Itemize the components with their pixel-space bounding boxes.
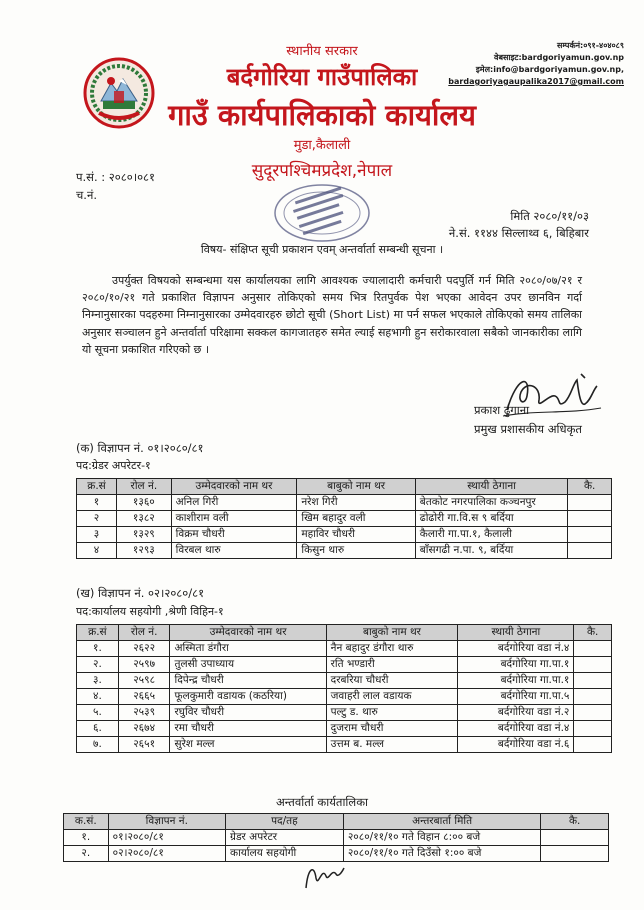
cell-sn: २ — [77, 511, 117, 527]
cell-remarks — [574, 705, 612, 721]
cell-roll: २६६५ — [118, 689, 170, 705]
column-header: कै. — [541, 814, 609, 830]
cell-sn: ३ — [77, 527, 117, 543]
cell-candidate: विक्रम चौधरी — [171, 527, 297, 543]
cell-remarks — [568, 511, 612, 527]
chalani-number: च.नं. — [76, 188, 97, 202]
table-row — [77, 495, 612, 511]
cell-address: बर्दगोरिया वडा नं.४ — [458, 721, 574, 737]
cell-advert-no: ०१।२०८०/८१ — [108, 830, 225, 846]
cell-remarks — [541, 846, 609, 862]
column-header: रोल नं. — [117, 479, 172, 495]
cell-sn: ४. — [77, 689, 119, 705]
cell-father: नैन बहादुर डंगौरा थारु — [326, 641, 458, 657]
cell-father: दुजराम चौधरी — [326, 721, 458, 737]
cell-address: बर्दगोरिया वडा नं.२ — [458, 705, 574, 721]
column-header: कै. — [568, 479, 612, 495]
cell-roll: १२९३ — [117, 543, 172, 559]
cell-address: बेतकोट नगरपालिका कञ्चनपुर — [415, 495, 568, 511]
table-header-row — [64, 814, 609, 830]
cell-interview-date: २०८०/११/१० गते दिउँसो १:०० बजे — [343, 846, 540, 862]
signatory-name: प्रकाश ढुंगाना — [474, 403, 530, 417]
cell-remarks — [574, 721, 612, 737]
table-row — [77, 673, 612, 689]
column-header: स्थायी ठेगाना — [415, 479, 568, 495]
cell-sn: ४ — [77, 543, 117, 559]
date-bs: मिति २०८०/११/०३ — [510, 209, 589, 223]
cell-sn: १ — [77, 495, 117, 511]
cell-remarks — [574, 673, 612, 689]
cell-remarks — [568, 527, 612, 543]
timetable-table — [63, 813, 609, 862]
header-local-government: स्थानीय सरकार — [286, 44, 358, 59]
cell-father: उत्तम ब. मल्ल — [326, 737, 458, 753]
header-location: मुडा,कैलाली — [293, 138, 351, 153]
section-ka-title: (क) विज्ञापन नं. ०१।२०८०/८१ — [76, 441, 204, 455]
signatory-title: प्रमुख प्रशासकीय अधिकृत — [474, 422, 582, 436]
cell-address: कैलारी गा.पा.१, कैलाली — [415, 527, 568, 543]
cell-sn: २. — [77, 657, 119, 673]
cell-candidate: अनिल गिरी — [171, 495, 297, 511]
column-header: उम्मेदवारको नाम थर — [170, 625, 326, 641]
cell-sn: ६. — [77, 721, 119, 737]
table-row — [77, 657, 612, 673]
cell-sn: ५. — [77, 705, 119, 721]
table-row — [77, 527, 612, 543]
column-header: उम्मेदवारको नाम थर — [171, 479, 297, 495]
header-office-name: गाउँ कार्यपालिकाको कार्यालय — [168, 98, 476, 132]
table-row — [77, 705, 612, 721]
cell-roll: २६२२ — [118, 641, 170, 657]
cell-post: कार्यालय सहयोगी — [226, 846, 344, 862]
column-header: पद/तह — [226, 814, 344, 830]
section-kha-table — [76, 624, 612, 753]
date-nepal-sambat: ने.सं. ११४४ सिल्लाथ्व ६, बिहिबार — [448, 226, 589, 240]
cell-roll: २५९७ — [118, 657, 170, 673]
cell-candidate: तुलसी उपाध्याय — [170, 657, 326, 673]
cell-remarks — [574, 641, 612, 657]
cell-address: बर्दगोरिया गा.पा.५ — [458, 689, 574, 705]
column-header: अन्तरबार्ता मिति — [343, 814, 540, 830]
table-row — [77, 721, 612, 737]
cell-father: महाविर चौधरी — [297, 527, 415, 543]
contact-website: वेबसाइट:bardgoriyamun.gov.np — [494, 53, 624, 62]
cell-address: बर्दगोरिया वडा नं.४ — [458, 641, 574, 657]
patra-sankhya: प.सं. : २०८०।०८१ — [76, 170, 156, 184]
column-header: बाबुको नाम थर — [326, 625, 458, 641]
cell-remarks — [574, 657, 612, 673]
column-header: कै. — [574, 625, 612, 641]
cell-father: पल्टु ड. थारु — [326, 705, 458, 721]
column-header: विज्ञापन नं. — [108, 814, 225, 830]
header-province: सुदूरपश्चिमप्रदेश,नेपाल — [251, 161, 393, 181]
column-header: क्र.सं — [77, 479, 117, 495]
cell-candidate: दिपेन्द्र चौधरी — [170, 673, 326, 689]
cell-remarks — [574, 737, 612, 753]
cell-address: बर्दगोरिया गा.पा.१ — [458, 673, 574, 689]
cell-roll: २५३९ — [118, 705, 170, 721]
table-row — [77, 543, 612, 559]
cell-address: बर्दगोरिया वडा नं.६ — [458, 737, 574, 753]
cell-roll: १३२९ — [117, 527, 172, 543]
table-row — [77, 737, 612, 753]
cell-sn: ३. — [77, 673, 119, 689]
table-header-row — [77, 479, 612, 495]
contact-email-2: bardagoriyagaupalika2017@gmail.com — [448, 77, 624, 86]
cell-remarks — [541, 830, 609, 846]
cell-roll: २६५१ — [118, 737, 170, 753]
notice-body: उपर्युक्त विषयको सम्बन्धमा यस कार्यालयका लागि आवश्यक ज्यालादारी कर्मचारी पदपुर्ति गर्न मिति २०८०/०७/२१ र २०८०/१०/२१ गते प्रकाशित विज्ञापन अनुसार तोकिएको समय भित्र रितपुर्वक पेश भएका आवेदन उपर छानविन गर्दा निम्नानुसारका पदहरुमा निम्नानुसारका उम्मेदवारहरु छोटो सूची (Short List) मा पर्न सफल भएकाले तोकिएको समय तालिका अनुसार सञ्चालन हुने अन्तर्वार्ता परिक्षामा सक्कल कागजातहरु समेत ल्याई सहभागी हुन सरोकारवाला सबैको जानकारीका लागि यो सूचना प्रकाशित गरिएको छ । — [82, 274, 582, 356]
cell-candidate: सुरेश मल्ल — [170, 737, 326, 753]
table-header-row — [77, 625, 612, 641]
cell-father: जवाहरी लाल वडायक — [326, 689, 458, 705]
cell-post: ग्रेडर अपरेटर — [226, 830, 344, 846]
section-kha-title: (ख) विज्ञापन नं. ०२।२०८०/८१ — [76, 586, 205, 600]
cell-remarks — [568, 495, 612, 511]
table-row — [77, 511, 612, 527]
cell-address: बाँसगढी न.पा. ९, बर्दिया — [415, 543, 568, 559]
cell-address: ढोढोरी गा.वि.स ९ बर्दिया — [415, 511, 568, 527]
table-row — [64, 830, 609, 846]
cell-address: बर्दगोरिया गा.पा.१ — [458, 657, 574, 673]
cell-candidate: विरबल थारु — [171, 543, 297, 559]
contact-phone: सम्पर्कनं:०९१-४०४०८९ — [556, 41, 624, 50]
subject-line: विषय- संक्षिप्त सूची प्रकाशन एवम् अन्तर्वार्ता सम्बन्धी सूचना । — [200, 243, 444, 256]
column-header: क.सं. — [64, 814, 109, 830]
column-header: बाबुको नाम थर — [297, 479, 415, 495]
cell-sn: २. — [64, 846, 109, 862]
column-header: स्थायी ठेगाना — [458, 625, 574, 641]
cell-candidate: रमा चौधरी — [170, 721, 326, 737]
timetable-title: अन्तर्वार्ता कार्यतालिका — [275, 795, 369, 809]
cell-roll: २५९८ — [118, 673, 170, 689]
cell-roll: १३८२ — [117, 511, 172, 527]
column-header: क्र.सं — [77, 625, 119, 641]
column-header: रोल नं. — [118, 625, 170, 641]
cell-candidate: काशीराम वली — [171, 511, 297, 527]
cell-father: किसुन थारु — [297, 543, 415, 559]
contact-email: इमेल:info@bardgoriyamun.gov.np, — [475, 65, 624, 74]
cell-roll: २६७४ — [118, 721, 170, 737]
cell-remarks — [568, 543, 612, 559]
cell-candidate: अस्मिता डंगौरा — [170, 641, 326, 657]
cell-sn: १. — [77, 641, 119, 657]
cell-father: रति भण्डारी — [326, 657, 458, 673]
cell-candidate: रघुविर चौधरी — [170, 705, 326, 721]
cell-sn: १. — [64, 830, 109, 846]
header-municipality-name: बर्दगोरिया गाउँपालिका — [226, 63, 418, 91]
cell-interview-date: २०८०/११/१० गते विहान ८:०० बजे — [343, 830, 540, 846]
cell-sn: ७. — [77, 737, 119, 753]
cell-roll: १३६० — [117, 495, 172, 511]
table-row — [77, 689, 612, 705]
cell-candidate: फूलकुमारी वडायक (कठरिया) — [170, 689, 326, 705]
section-kha-post: पद:कार्यालय सहयोगी ,श्रेणी विहिन-१ — [76, 605, 224, 618]
section-ka-post: पद:ग्रेडर अपरेटर-१ — [76, 459, 151, 472]
initial-signature-icon — [300, 858, 348, 894]
contact-block — [434, 40, 624, 88]
cell-advert-no: ०२।२०८०/८१ — [108, 846, 225, 862]
section-ka-table — [76, 478, 612, 559]
cell-father: नरेश गिरी — [297, 495, 415, 511]
office-stamp-icon — [272, 182, 372, 244]
cell-father: खिम बहादुर वली — [297, 511, 415, 527]
table-row — [77, 641, 612, 657]
cell-father: दरबरिया चौधरी — [326, 673, 458, 689]
cell-remarks — [574, 689, 612, 705]
